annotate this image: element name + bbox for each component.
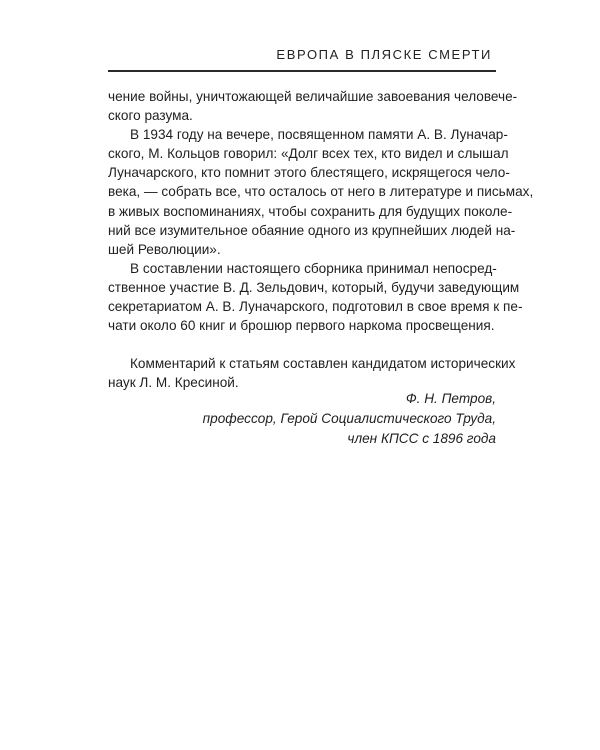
text-line: наук Л. М. Кресиной. [108, 375, 239, 391]
author-signature [203, 389, 496, 449]
text-line: Комментарий к статьям составлен кандидатом исторических [130, 356, 516, 372]
paragraph-3 [108, 259, 523, 335]
body-text [108, 87, 534, 392]
text-line: чати около 60 книг и брошюр первого наркома просвещения. [108, 318, 495, 334]
text-line: В 1934 году на вечере, посвященном памяти А. В. Луначар- [130, 127, 508, 143]
text-line: ственное участие В. Д. Зельдович, который, будучи заведующим [108, 279, 520, 295]
text-line: шей Революции». [108, 241, 221, 257]
paragraph-gap [108, 335, 496, 354]
text-line: ского разума. [108, 108, 193, 124]
text-line: секретариатом А. В. Луначарского, подготовил в свое время к пе- [108, 299, 523, 315]
text-line: века, — собрать все, что осталось от него в литературе и письмах, [108, 184, 534, 200]
running-header-title: ЕВРОПА В ПЛЯСКЕ СМЕРТИ [276, 47, 492, 62]
paragraph-1 [108, 87, 518, 125]
signature-title: профессор, Герой Социалистического Труда, [202, 411, 496, 426]
text-line: В составлении настоящего сборника принимал непосред- [130, 260, 497, 276]
signature-membership: член КПСС с 1896 года [347, 431, 496, 446]
header-divider [108, 70, 496, 72]
text-line: чение войны, уничтожающей величайшие завоевания человече- [108, 89, 518, 104]
paragraph-4 [108, 354, 516, 392]
text-line: ского, М. Кольцов говорил: «Долг всех тех, кто видел и слышал [108, 146, 509, 162]
text-line: ний все изумительное обаяние одного из крупнейших людей на- [108, 222, 516, 238]
text-line: Луначарского, кто помнит этого блестящего, искрящегося чело- [108, 165, 510, 181]
signature-name: Ф. Н. Петров, [405, 391, 496, 406]
text-line: в живых воспоминаниях, чтобы сохранить для будущих поколе- [108, 203, 513, 219]
paragraph-2 [108, 125, 534, 259]
